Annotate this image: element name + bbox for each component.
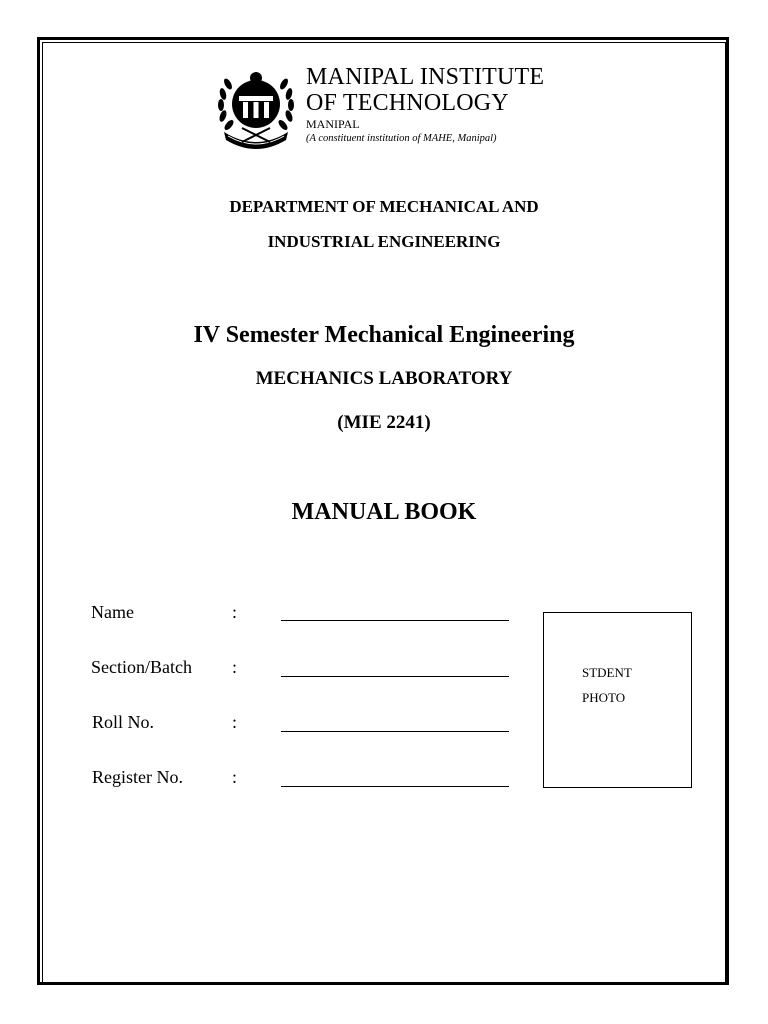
photo-box-label-line2: PHOTO <box>582 690 626 705</box>
institute-logo-block <box>214 62 578 152</box>
roll-no-field[interactable] <box>281 731 509 732</box>
register-no-label: Register No. <box>92 767 183 787</box>
institute-name-block <box>306 64 582 145</box>
photo-box-label-line1: STDENT <box>582 665 632 680</box>
name-field[interactable] <box>281 620 509 621</box>
institute-city: MANIPAL <box>306 117 360 131</box>
department-line2: INDUSTRIAL ENGINEERING <box>267 232 501 251</box>
institute-note: (A constituent institution of MAHE, Manipal) <box>306 133 497 144</box>
section-batch-label: Section/Batch <box>91 657 192 677</box>
department-line1: DEPARTMENT OF MECHANICAL AND <box>229 197 539 216</box>
name-label: Name <box>91 602 134 622</box>
institute-emblem-icon <box>214 62 298 150</box>
roll-no-label: Roll No. <box>92 712 155 732</box>
course-code: (MIE 2241) <box>337 412 431 433</box>
roll-no-colon: : <box>232 712 238 732</box>
name-colon: : <box>232 602 238 622</box>
institute-name-line2: OF TECHNOLOGY <box>306 90 509 116</box>
student-photo-box[interactable] <box>543 612 692 788</box>
book-title: MANUAL BOOK <box>291 499 477 525</box>
institute-name-line1: MANIPAL INSTITUTE <box>306 64 545 90</box>
semester-title: IV Semester Mechanical Engineering <box>193 322 575 348</box>
section-batch-colon: : <box>232 657 238 677</box>
section-batch-field[interactable] <box>281 676 509 677</box>
register-no-field[interactable] <box>281 786 509 787</box>
lab-name: MECHANICS LABORATORY <box>255 368 513 389</box>
register-no-colon: : <box>232 767 238 787</box>
